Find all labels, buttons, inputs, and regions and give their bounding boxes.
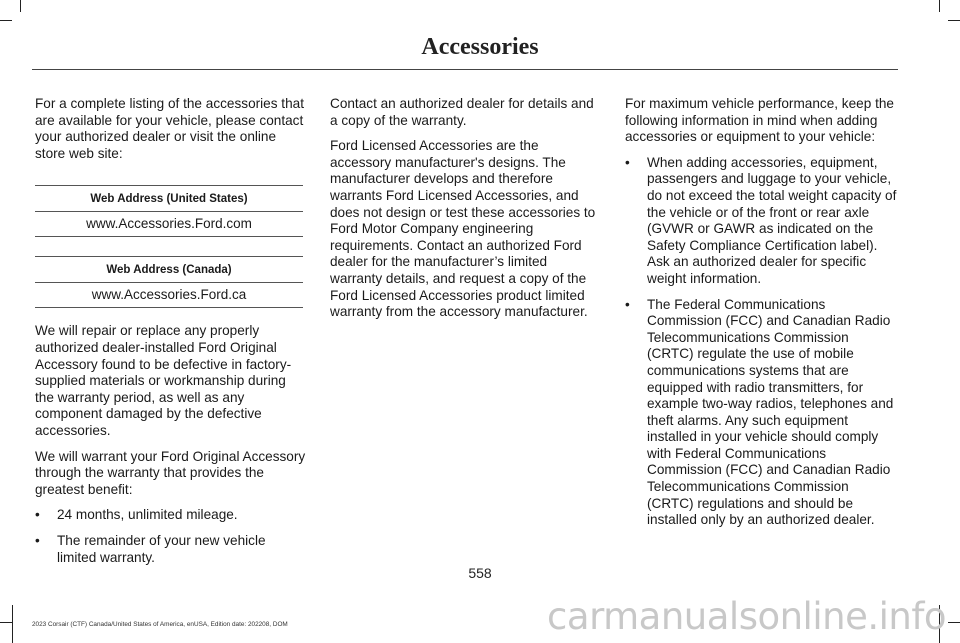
licensed-accessories-paragraph: Ford Licensed Accessories are the accessory manufacturer's designs. The manufacturer develops and therefore warrants Ford Licensed Accessories, and does not design or test these accessories to Ford Motor Company engineering requirements. Contact an authorized Ford dealer for the manufacturer’s limited warranty details, and request a copy of the Ford Licensed Accessories product limited warranty from the accessory manufacturer. [330,138,596,320]
crop-mark-top-right [948,20,960,21]
column-middle [330,96,602,330]
column-left [35,96,307,575]
performance-list [625,155,897,529]
edition-footer: 2023 Corsair (CTF) Canada/United States of America, enUSA, Edition date: 202208, DOM [32,621,288,628]
list-item: • 24 months, unlimited mileage. [35,507,238,523]
list-item: • The Federal Communications Commission (FCC) and Canadian Radio Telecommunications Commission (CRTC) regulate the use of mobile communications systems that are equipped with radio transmitters, for example two-way radios, telephones and theft alarms. Any such equipment installed in your vehicle should comply with Federal Communications Commission (FCC) and Canadian Radio Telecommunications Commission (CRTC) regulations and should be installed only by an authorized dealer. [625,296,894,528]
crop-mark-bottom-left-v [12,605,13,643]
watermark: carmanualsonline.info [547,595,946,638]
list-item: • The remainder of your new vehicle limited warranty. [35,532,266,565]
crop-mark-bottom-left [0,622,12,623]
dealer-contact-paragraph: Contact an authorized dealer for details and a copy of the warranty. [330,96,594,128]
web-address-ca-value: www.Accessories.Ford.ca [35,283,303,308]
list-item: • When adding accessories, equipment, passengers and luggage to your vehicle, do not exceed the total weight capacity of the vehicle or of the front or rear axle (GVWR or GAWR as indicated on the Safety Compliance Certification label). Ask an authorized dealer for specific weight information. [625,154,897,286]
bullet-icon: • [625,296,630,312]
page-title: Accessories [421,34,539,60]
page-number: 558 [468,565,492,581]
crop-mark-top-right-v [939,0,940,12]
bullet-icon: • [35,532,40,548]
bullet-icon: • [625,154,630,170]
crop-mark-top-left [0,20,12,21]
web-address-ca-header: Web Address (Canada) [35,257,303,283]
column-right [625,96,897,538]
warranty-paragraph: We will warrant your Ford Original Accessory through the warranty that provides the greatest benefit: [35,448,306,497]
accessories-intro: For a complete listing of the accessories that are available for your vehicle, please contact your authorized dealer or visit the online store web site: [35,96,304,161]
header-divider [32,69,898,70]
web-address-ca-table [35,256,303,308]
warranty-list [35,507,307,566]
web-address-us-table [35,185,303,237]
repair-paragraph: We will repair or replace any properly authorized dealer-installed Ford Original Accessory found to be defective in factory-supplied materials or workmanship during the warranty period, as well as any component damaged by the defective accessories. [35,323,292,438]
crop-mark-bottom-right [948,622,960,623]
bullet-icon: • [35,507,40,523]
web-address-us-value: www.Accessories.Ford.com [35,212,303,237]
performance-intro: For maximum vehicle performance, keep the following information in mind when adding accessories or equipment to your vehicle: [625,96,894,145]
web-address-us-header: Web Address (United States) [35,186,303,212]
crop-mark-top-left-v [20,0,21,12]
